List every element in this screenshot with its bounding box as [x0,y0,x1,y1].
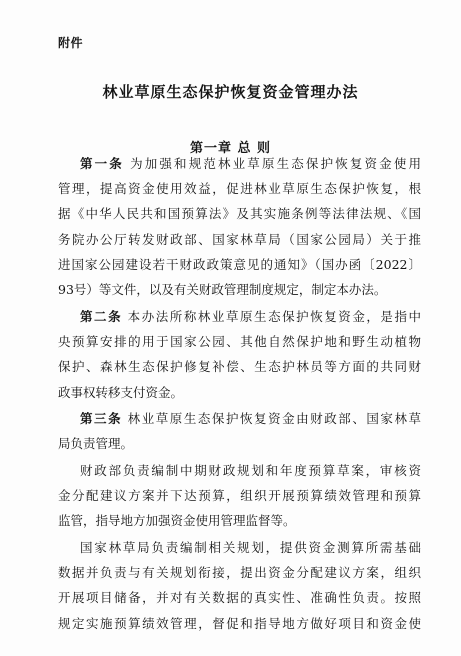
paragraph-line: 金分配建议方案并下达预算，组织开展预算绩效管理和预算 [58,488,421,504]
finance-ministry-paragraph [58,458,421,534]
paragraph-line: 开展项目储备，并对有关数据的真实性、准确性负责。按照 [58,590,421,606]
document-title: 林业草原生态保护恢复资金管理办法 [102,83,359,101]
paragraph-line: 规定实施预算绩效管理，督促和指导地方做好项目和资金使 [58,615,421,631]
paragraph-line: 国家林草局负责编制相关规划，提供资金测算所需基础 [80,540,421,555]
article-2-paragraph [58,304,421,405]
paragraph-line: 管理，提高资金使用效益，促进林业草原生态保护恢复，根 [58,181,421,197]
paragraph-line: 第一条 为加强和规范林业草原生态保护恢复资金使用 [80,156,421,171]
paragraph-line: 保护、森林生态保护修复补偿、生态护林员等方面的共同财 [58,359,421,375]
paragraph-line: 数据并负责与有关规划衔接，提出资金分配建议方案，组织 [58,565,421,581]
paragraph-line: 政事权转移支付资金。 [58,384,184,400]
paragraph-line: 财政部负责编制中期财政规划和年度预算草案，审核资 [80,463,421,478]
paragraph-line: 监管，指导地方加强资金使用管理监督等。 [58,513,296,529]
paragraph-line: 进国家公园建设若干财政政策意见的通知》（国办函〔2022〕 [58,256,421,272]
article-number: 第三条 [80,411,123,426]
paragraph-line: 第二条 本办法所称林业草原生态保护恢复资金，是指中 [80,309,421,324]
article-number: 第一条 [80,156,124,171]
forestry-bureau-paragraph [58,535,421,636]
paragraph-line: 据《中华人民共和国预算法》及其实施条例等法律法规、《国 [58,206,421,222]
paragraph-line: 93号）等文件，以及有关财政管理制度规定，制定本办法。 [58,282,387,298]
paragraph-line: 务院办公厅转发财政部、国家林草局（国家公园局）关于推 [58,231,421,247]
article-1-paragraph [58,151,421,302]
attachment-label: 附件 [58,36,84,50]
paragraph-line: 央预算安排的用于国家公园、其他自然保护地和野生动植物 [58,334,421,350]
chapter-heading: 第一章 总 则 [189,141,272,156]
article-number: 第二条 [80,309,123,324]
paragraph-line: 局负责管理。 [58,436,134,452]
article-3-paragraph [58,406,421,456]
paragraph-line: 第三条 林业草原生态保护恢复资金由财政部、国家林草 [80,411,421,426]
